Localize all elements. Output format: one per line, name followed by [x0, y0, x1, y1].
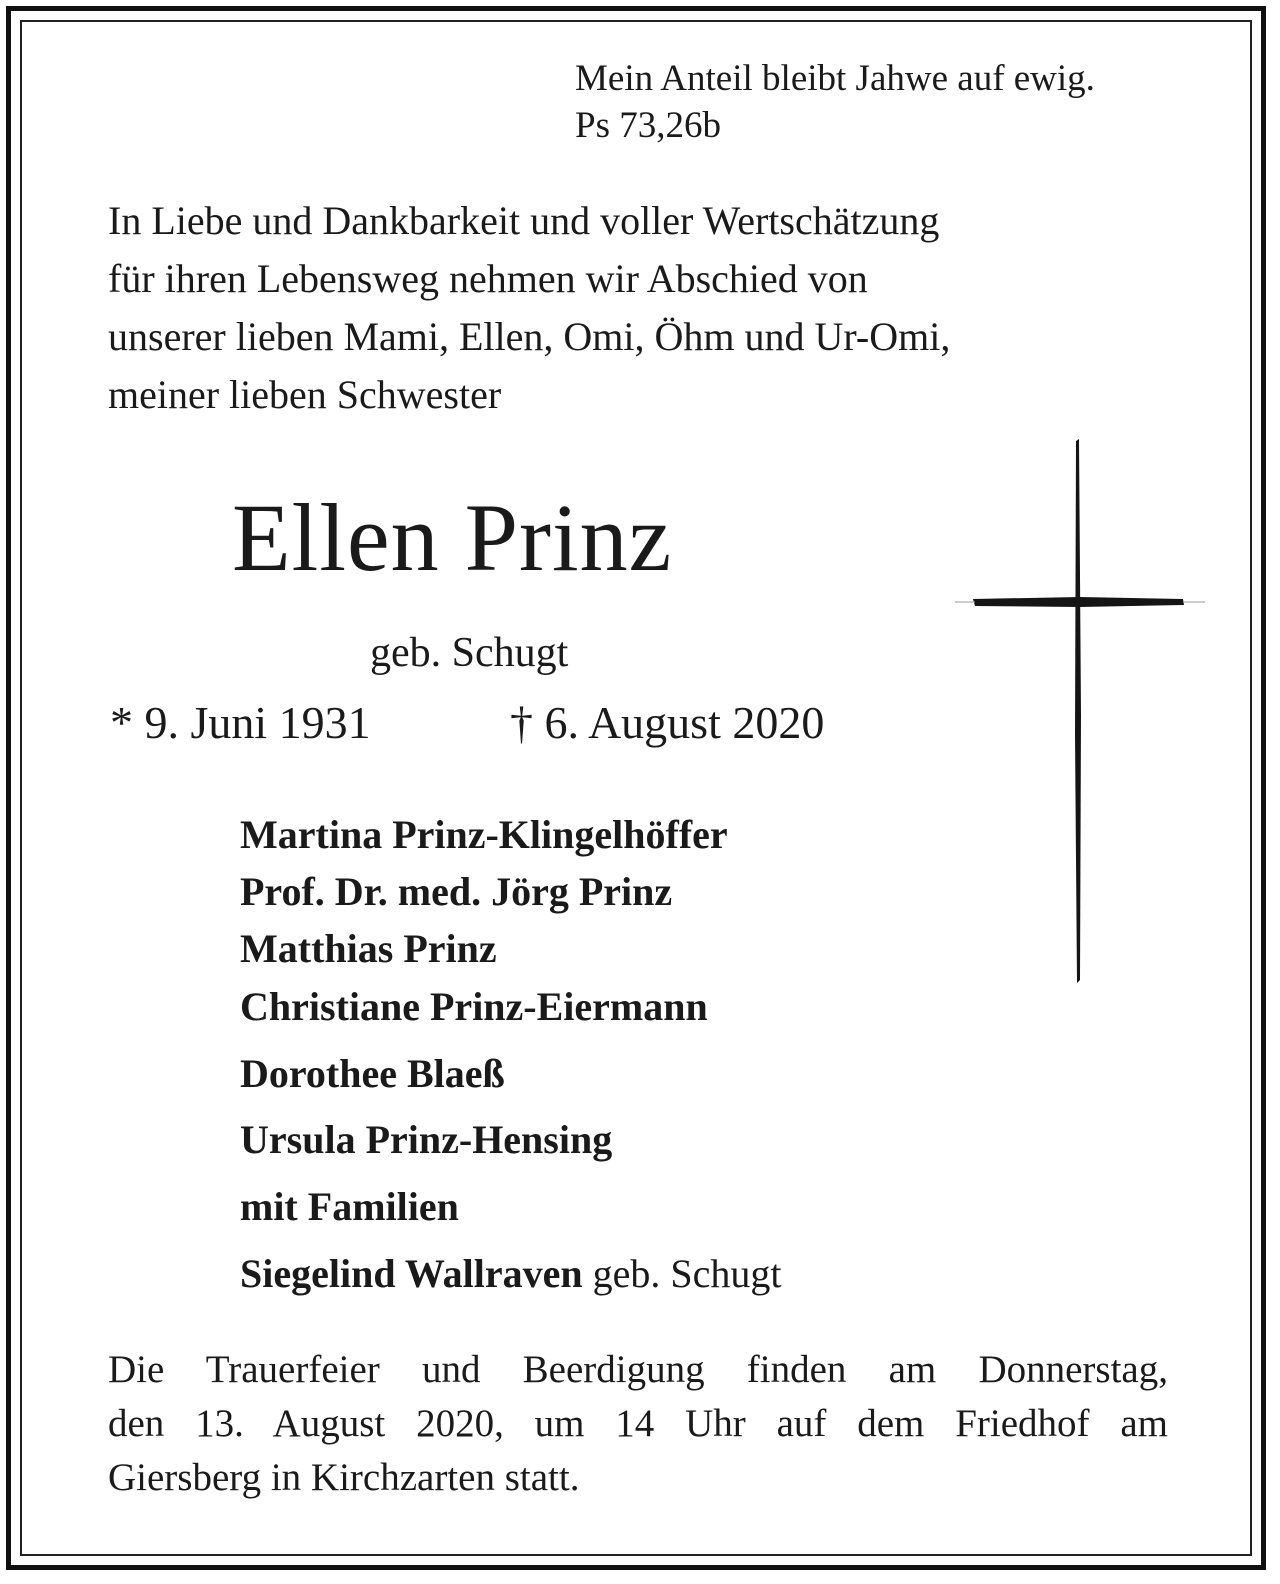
mourner-name: Dorothee Blaeß — [240, 1051, 505, 1096]
maiden-name: geb. Schugt — [370, 630, 569, 676]
mourner-name: Christiane Prinz-Eiermann — [240, 984, 708, 1029]
mourner-family-note: mit Familien — [240, 1184, 459, 1229]
intro-text — [108, 192, 1188, 424]
mourner-name: Martina Prinz-Klingelhöffer — [240, 812, 728, 857]
intro-line: unserer lieben Mami, Ellen, Omi, Öhm und Ur-Omi, — [108, 314, 951, 359]
mourner-name: Ursula Prinz-Hensing — [240, 1117, 613, 1162]
cross-icon — [955, 435, 1205, 995]
mourner-name: Matthias Prinz — [240, 926, 497, 971]
funeral-line: den 13. August 2020, um 14 Uhr auf dem Friedhof am — [108, 1402, 1168, 1445]
funeral-line: Giersberg in Kirchzarten statt. — [108, 1456, 580, 1499]
deceased-name: Ellen Prinz — [232, 484, 673, 591]
intro-line: meiner lieben Schwester — [108, 372, 502, 417]
funeral-notice — [108, 1343, 1168, 1505]
death-date: † 6. August 2020 — [510, 697, 825, 748]
birth-date: * 9. Juni 1931 — [110, 697, 371, 748]
intro-line: für ihren Lebensweg nehmen wir Abschied von — [108, 256, 868, 301]
funeral-line: Die Trauerfeier und Beerdigung finden am Donnerstag, — [108, 1348, 1168, 1391]
intro-line: In Liebe und Dankbarkeit und voller Wertschätzung — [108, 198, 940, 243]
psalm-quote — [575, 55, 1095, 149]
mourner-name: Prof. Dr. med. Jörg Prinz — [240, 869, 673, 914]
mourner-maiden-name: geb. Schugt — [582, 1251, 782, 1296]
psalm-reference: Ps 73,26b — [575, 105, 721, 146]
psalm-text: Mein Anteil bleibt Jahwe auf ewig. — [575, 58, 1095, 99]
mourner-name: Siegelind Wallraven geb. Schugt — [240, 1251, 782, 1296]
